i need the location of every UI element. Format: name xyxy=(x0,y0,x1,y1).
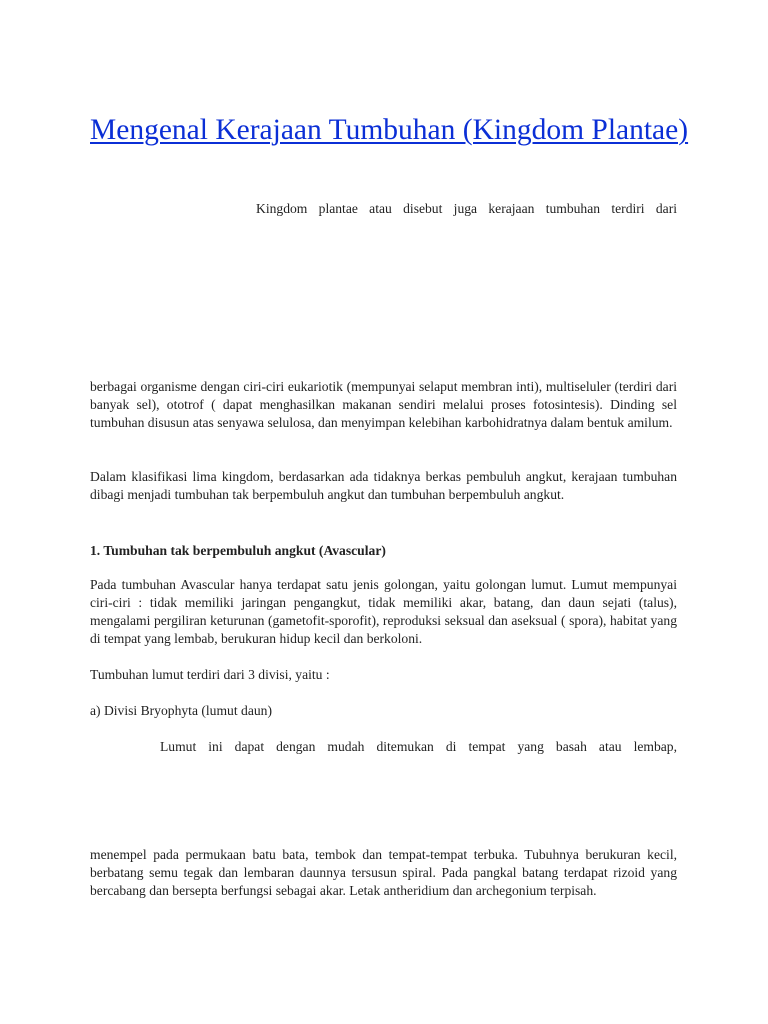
bryophyta-first-line: Lumut ini dapat dengan mudah ditemukan di tempat yang basah atau lembap, xyxy=(160,739,677,754)
paragraph-classification: Dalam klasifikasi lima kingdom, berdasarkan ada tidaknya berkas pembuluh angkut, kerajaan tumbuhan dibagi menjadi tumbuhan tak berpembuluh angkut dan tumbuhan berpembuluh angkut. xyxy=(90,469,677,502)
paragraph-bryophyta: menempel pada permukaan batu bata, tembok dan tempat-tempat terbuka. Tubuhnya berukuran kecil, berbatang semu tegak dan lembaran daunnya tersusun spiral. Pada pangkal batang terdapat rizoid yang bercabang dan bersepta berfungsi sebagai akar. Letak antheridium dan archegonium terpisah. xyxy=(90,847,677,898)
subheading-bryophyta: a) Divisi Bryophyta (lumut daun) xyxy=(90,703,272,718)
paragraph-avascular: Pada tumbuhan Avascular hanya terdapat satu jenis golongan, yaitu golongan lumut. Lumut mempunyai ciri-ciri : tidak memiliki jaringan pengangkut, tidak memiliki akar, batang, dan daun sejati (talus), mengalami pergiliran keturunan (gametofit-sporofit), reproduksi seksual dan aseksual ( spora), habitat yang di tempat yang lembab, berukuran hidup kecil dan berkoloni. xyxy=(90,577,677,646)
paragraph-divisions: Tumbuhan lumut terdiri dari 3 divisi, yaitu : xyxy=(90,667,330,682)
section-heading-avascular: 1. Tumbuhan tak berpembuluh angkut (Avascular) xyxy=(90,543,386,558)
paragraph-characteristics: berbagai organisme dengan ciri-ciri eukariotik (mempunyai selaput membran inti), multiseluler (terdiri dari banyak sel), ototrof ( dapat menghasilkan makanan sendiri melalui proses fotosintesis). Dinding sel tumbuhan disusun atas senyawa selulosa, dan menyimpan kelebihan karbohidratnya dalam bentuk amilum. xyxy=(90,379,677,430)
intro-first-line: Kingdom plantae atau disebut juga kerajaan tumbuhan terdiri dari xyxy=(256,201,677,216)
page-title[interactable]: Mengenal Kerajaan Tumbuhan (Kingdom Plantae) xyxy=(90,114,689,146)
